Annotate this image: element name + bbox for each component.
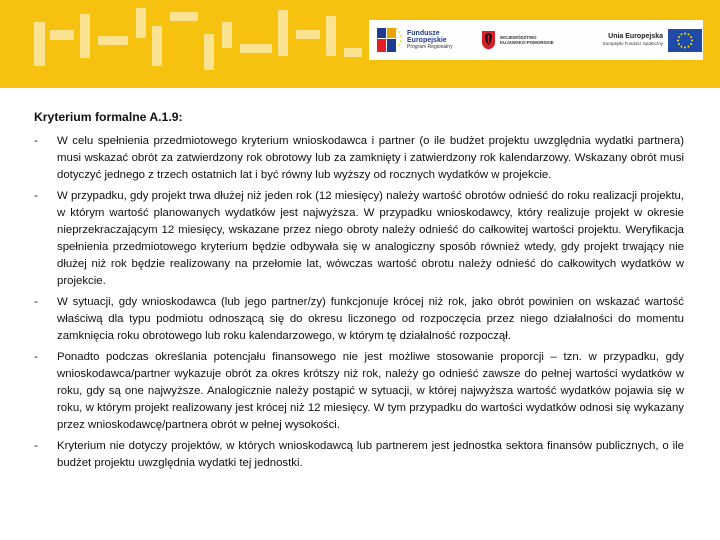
banner-decoration (50, 30, 74, 40)
banner-decoration (326, 16, 336, 56)
banner-decoration (344, 48, 362, 57)
list-item-text: W celu spełnienia przedmiotowego kryterium wnioskodawca i partner (o ile budżet projektu uwzględnia wydatki partnera) musi wskazać obrót za zatwierdzony rok obrotowy lub za zamknięty i zatwierdzony rok kalendarzowy. Wskazany obrót musi dotyczyć jednego z trzech ostatnich lat i być równy lub wyższy od rocznych wydatków w projekcie. (57, 135, 684, 181)
list-item-text: Kryterium nie dotyczy projektów, w których wnioskodawcą lub partnerem jest jednostka sektora finansów publicznych, o ile budżet projektu uwzględnia wydatki tej jednostki. (57, 440, 684, 469)
unia-europejska-logo (577, 29, 702, 52)
banner-decoration (296, 30, 320, 39)
logo-strip (369, 20, 703, 60)
banner-decoration (136, 8, 146, 38)
banner-decoration (152, 26, 162, 66)
fundusze-europejskie-logo (377, 26, 481, 54)
kujawsko-pomorskie-logo (481, 30, 577, 50)
banner-decoration (204, 34, 214, 70)
list-item-text: W sytuacji, gdy wnioskodawca (lub jego partner/zy) funkcjonuje krócej niż rok, jako obrót powinien on wskazać wartość właściwą dla typu podmiotu odnoszącą się do okresu liczonego od rozpoczęcia przez niego działalności do momentu zamknięcia roku obrotowego lub roku kalendarzowego, w którym tę działalność rozpoczął. (57, 296, 684, 342)
criterion-list (34, 133, 684, 472)
region-logo-line2: KUJAWSKO-POMORSKIE (500, 40, 554, 45)
document-body (34, 110, 684, 476)
region-logo-line1: WOJEWÓDZTWO (500, 34, 537, 40)
region-coat-of-arms-icon (481, 30, 496, 50)
banner-decoration (240, 44, 272, 53)
banner-decoration (222, 22, 232, 48)
criterion-title: Kryterium formalne A.1.9: (34, 110, 183, 124)
banner-decoration (170, 12, 198, 21)
banner-decoration (34, 22, 45, 66)
eu-logo-line2: Europejski Fundusz Społeczny (602, 41, 663, 47)
eu-flag-icon (668, 29, 702, 52)
bullet-dash: - (34, 440, 38, 452)
list-item (34, 438, 684, 472)
fe-logo-line2: Europejskie (407, 36, 447, 44)
list-item-text: W przypadku, gdy projekt trwa dłużej niż jeden rok (12 miesięcy) należy wartość obrotów odnieść do roku realizacji projektu, w którym wartość planowanych wydatków jest najwyższa. W przypadku wnioskodawcy, który realizuje projekt w okresie nieprzekraczającym 12 miesięcy, wskazane przez niego obroty należy odnieść do całkowitej wartości projektu. Weryfikacja spełnienia przedmiotowego kryterium będzie odbywała się w analogiczny sposób również wtedy, gdy projekt trwający nie dłużej niż rok będzie realizowany na przełomie lat, wówczas wartość obrotu należy odnieść do całkowitych wydatków w projekcie. (57, 190, 684, 287)
fundusze-europejskie-emblem-icon (377, 26, 403, 54)
fe-logo-line3: Program Regionalny (407, 44, 453, 51)
bullet-dash: - (34, 351, 38, 363)
list-item (34, 349, 684, 434)
banner-decoration (98, 36, 128, 45)
fe-logo-line1: Fundusze (407, 29, 440, 37)
list-item-text: Ponadto podczas określania potencjału finansowego nie jest możliwe stosowanie proporcji – tzn. w przypadku, gdy wnioskodawca/partner wykazuje obrót za okres krótszy niż rok, należy go odnieść zawsze do pełnej wartości wydatków w roku, gdy są one najwyższe. Analogicznie należy postąpić w sytuacji, w której najwyższa wartość wydatków pojawia się w roku, w którym projekt realizowany jest krócej niż 12 miesięcy. W tym przypadku do wartości wydatków odnosi się wykazany przez wnioskodawcę/partnera obrót w pełnej wysokości. (57, 351, 684, 431)
list-item (34, 188, 684, 290)
list-item (34, 294, 684, 345)
list-item (34, 133, 684, 184)
bullet-dash: - (34, 296, 38, 308)
banner-decoration (80, 14, 90, 58)
banner-decoration (278, 10, 288, 56)
header-banner (0, 0, 720, 88)
bullet-dash: - (34, 190, 38, 202)
eu-logo-line1: Unia Europejska (608, 33, 663, 41)
bullet-dash: - (34, 135, 38, 147)
